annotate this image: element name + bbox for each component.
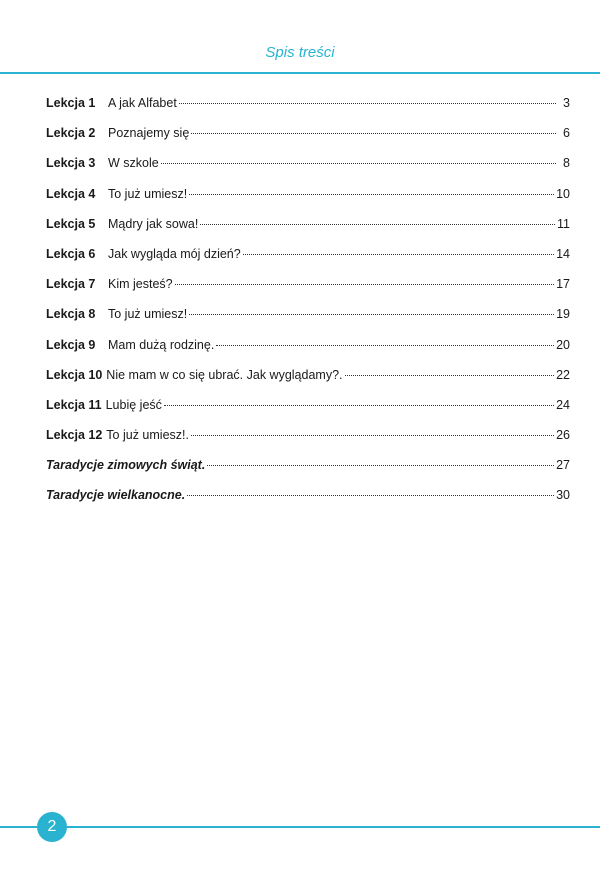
lesson-number: Lekcja 9 — [46, 337, 96, 352]
entry-page-number: 10 — [556, 186, 570, 201]
entry-page-number: 27 — [556, 458, 570, 473]
entry-page-number: 26 — [556, 428, 570, 443]
toc-entry[interactable] — [46, 239, 570, 269]
table-of-contents — [46, 88, 570, 511]
dot-leader — [189, 314, 554, 315]
entry-title: Nie mam w co się ubrać. Jak wyglądamy?. — [106, 367, 343, 382]
lesson-number: Lekcja 1 — [46, 96, 96, 110]
entry-title: Jak wygląda mój dzień? — [108, 246, 241, 261]
dot-leader — [187, 495, 554, 496]
toc-entry[interactable] — [46, 148, 570, 178]
toc-entry[interactable] — [46, 299, 570, 329]
toc-entry[interactable] — [46, 360, 570, 390]
lesson-number: Lekcja 6 — [46, 246, 96, 261]
entry-page-number: 22 — [556, 367, 570, 382]
dot-leader — [200, 224, 555, 225]
lesson-number: Lekcja 4 — [46, 186, 96, 201]
entry-page-number: 8 — [563, 156, 570, 171]
lesson-number: Lekcja 11 — [46, 397, 102, 412]
entry-title: W szkole — [108, 156, 159, 171]
page-number-badge: 2 — [37, 812, 67, 842]
entry-title: Poznajemy się — [108, 126, 190, 141]
entry-page-number: 30 — [556, 488, 570, 503]
dot-leader — [345, 375, 555, 376]
toc-entry[interactable] — [46, 330, 570, 360]
lesson-number: Lekcja 5 — [46, 216, 96, 231]
toc-entry[interactable] — [46, 269, 570, 299]
entry-page-number: 11 — [557, 216, 570, 231]
dot-leader — [191, 435, 554, 436]
entry-title: To już umiesz! — [108, 186, 188, 201]
toc-entry[interactable] — [46, 88, 570, 118]
toc-entry[interactable] — [46, 390, 570, 420]
lesson-number: Lekcja 7 — [46, 277, 96, 292]
dot-leader — [191, 133, 556, 134]
entry-page-number: 6 — [563, 126, 570, 141]
lesson-number: Lekcja 12 — [46, 428, 103, 443]
entry-title: Lubię jeść — [105, 397, 162, 412]
toc-entry[interactable] — [46, 209, 570, 239]
entry-page-number: 3 — [563, 96, 570, 110]
dot-leader — [243, 254, 554, 255]
dot-leader — [207, 465, 554, 466]
lesson-number: Lekcja 3 — [46, 156, 96, 171]
toc-entry[interactable] — [46, 118, 570, 148]
entry-title: Taradycje zimowych świąt. — [46, 458, 206, 473]
entry-page-number: 17 — [556, 277, 570, 292]
toc-entry-special[interactable] — [46, 480, 570, 510]
entry-title: Kim jesteś? — [108, 277, 173, 292]
entry-title: Mądry jak sowa! — [108, 216, 199, 231]
lesson-number: Lekcja 10 — [46, 367, 103, 382]
dot-leader — [164, 405, 554, 406]
footer-divider — [0, 826, 600, 828]
lesson-number: Lekcja 8 — [46, 307, 96, 322]
entry-title: Taradycje wielkanocne. — [46, 488, 186, 503]
header-divider — [0, 72, 600, 74]
dot-leader — [175, 284, 554, 285]
dot-leader — [216, 345, 554, 346]
entry-title: A jak Alfabet — [108, 96, 177, 110]
dot-leader — [161, 163, 556, 164]
dot-leader — [179, 103, 556, 104]
entry-page-number: 24 — [556, 397, 570, 412]
entry-title: To już umiesz!. — [106, 428, 189, 443]
toc-entry[interactable] — [46, 420, 570, 450]
entry-title: To już umiesz! — [108, 307, 188, 322]
page-title: Spis treści — [265, 44, 335, 61]
entry-page-number: 20 — [556, 337, 570, 352]
entry-page-number: 14 — [556, 246, 570, 261]
toc-entry[interactable] — [46, 179, 570, 209]
dot-leader — [189, 194, 554, 195]
entry-title: Mam dużą rodzinę. — [108, 337, 215, 352]
toc-entry-special[interactable] — [46, 450, 570, 480]
lesson-number: Lekcja 2 — [46, 126, 96, 141]
entry-page-number: 19 — [556, 307, 570, 322]
